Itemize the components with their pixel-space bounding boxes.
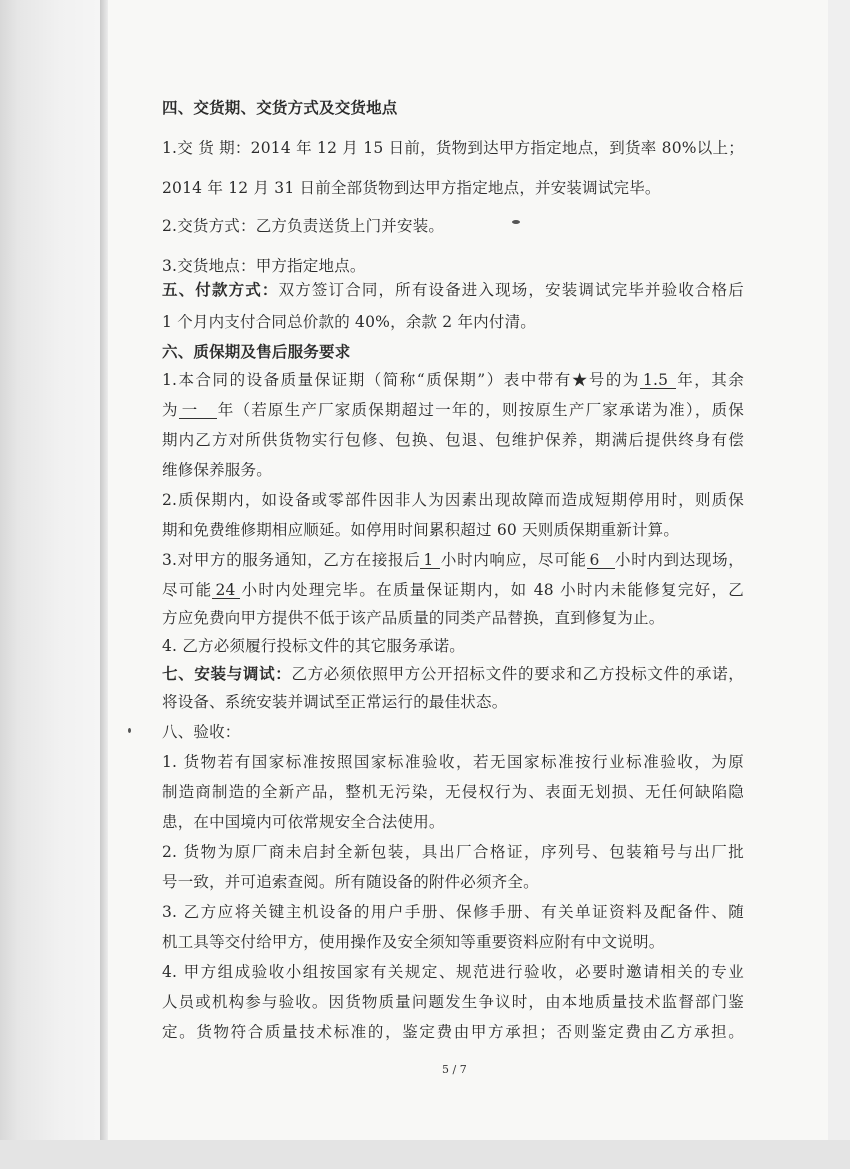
text: 小时内到达现场， [614,551,744,569]
scan-speck [128,728,131,733]
warranty-years-other: 一 [179,402,217,419]
scan-speck [512,220,520,224]
scan-left-edge [0,0,108,1169]
section-4-item-3: 3.交货地点：甲方指定地点。 [162,257,366,275]
text: 年（若原生产厂家质保期超过一年的，则按原生产厂家承诺为准），质保 [216,401,745,419]
section-8-heading: 八、验收： [162,723,241,741]
section-6-p3 [162,548,744,570]
section-8-item-2: 2. 货物为原厂商未启封全新包装，具出厂合格证，序列号、包装箱号与出厂批 [162,843,744,861]
section-6-p1-cont3: 维修保养服务。 [162,461,272,479]
section-8-item-2-cont: 号一致，并可追索查阅。所有随设备的附件必须齐全。 [162,873,539,891]
section-5-text-cont: 1 个月内支付合同总价款的 40%，余款 2 年内付清。 [162,313,536,331]
section-5-heading: 五、付款方式： [162,280,279,299]
text: 小时内响应，尽可能 [440,551,587,569]
arrival-hours: 6 [587,552,615,569]
section-8-item-1: 1. 货物若有国家标准按照国家标准验收，若无国家标准按行业标准验收，为原 [162,753,744,771]
section-8-item-4-cont2: 定。货物符合质量技术标准的，鉴定费由甲方承担；否则鉴定费由乙方承担。 [162,1023,744,1041]
section-7-text: 乙方必须依照甲方公开招标文件的要求和乙方投标文件的承诺， [291,665,744,683]
section-7-heading: 七、安装与调试： [162,664,292,683]
response-hours: 1 [420,552,440,569]
section-6-p4: 4. 乙方必须履行投标文件的其它服务承诺。 [162,637,465,655]
section-4-item-1: 1.交 货 期：2014 年 12 月 15 日前，货物到达甲方指定地点，到货率 80%以上； [162,139,744,157]
text: 年，其余 [675,371,745,389]
text: 为 [162,401,179,419]
section-8-item-1-cont: 制造商制造的全新产品，整机无污染，无侵权行为、表面无划损、无任何缺陷隐 [162,783,744,801]
section-8-item-1-cont2: 患，在中国境内可依常规安全合法使用。 [162,813,445,831]
sheet-shadow [100,0,108,1169]
section-6-p1-cont2: 期内乙方对所供货物实行包修、包换、包退、包维护保养，期满后提供终身有偿 [162,431,744,449]
scan-bottom-edge [0,1140,850,1169]
scan-right-edge [828,0,850,1169]
section-6-p1 [162,368,744,390]
section-6-p3-cont [162,578,744,600]
section-6-p2: 2.质保期内，如设备或零部件因非人为因素出现故障而造成短期停用时，则质保 [162,491,744,509]
section-4-item-1-cont: 2014 年 12 月 31 日前全部货物到达甲方指定地点，并安装调试完毕。 [162,179,661,197]
section-6-p2-cont: 期和免费维修期相应顺延。如停用时间累积超过 60 天则质保期重新计算。 [162,521,680,539]
section-8-item-4: 4. 甲方组成验收小组按国家有关规定、规范进行验收，必要时邀请相关的专业 [162,963,744,981]
section-7 [162,662,744,684]
text: 小时内处理完毕。在质量保证期内，如 48 小时内未能修复完好，乙 [240,581,744,599]
section-5 [162,278,744,300]
section-6-p3-cont2: 方应免费向甲方提供不低于该产品质量的同类产品替换，直到修复为止。 [162,609,665,627]
section-8-item-3: 3. 乙方应将关键主机设备的用户手册、保修手册、有关单证资料及配备件、随 [162,903,744,921]
section-7-text-cont: 将设备、系统安装并调试至正常运行的最佳状态。 [162,693,508,711]
section-6-heading: 六、质保期及售后服务要求 [162,342,351,361]
section-8-item-3-cont: 机工具等交付给甲方，使用操作及安全须知等重要资料应附有中文说明。 [162,933,665,951]
section-4-heading: 四、交货期、交货方式及交货地点 [162,98,398,117]
section-8-item-4-cont: 人员或机构参与验收。因货物质量问题发生争议时，由本地质量技术监督部门鉴 [162,993,744,1011]
text: 1.本合同的设备质量保证期（简称“质保期”）表中带有★号的为 [162,371,640,389]
warranty-years-starred: 1.5 [640,372,676,389]
section-6-p1-cont [162,398,744,420]
repair-hours: 24 [212,582,240,599]
section-4-item-2: 2.交货方式：乙方负责送货上门并安装。 [162,217,445,235]
page-number: 5 / 7 [442,1063,467,1076]
text: 3.对甲方的服务通知，乙方在接报后 [162,551,421,569]
section-5-text: 双方签订合同，所有设备进入现场，安装调试完毕并验收合格后 [278,281,744,299]
text: 尽可能 [162,581,213,599]
